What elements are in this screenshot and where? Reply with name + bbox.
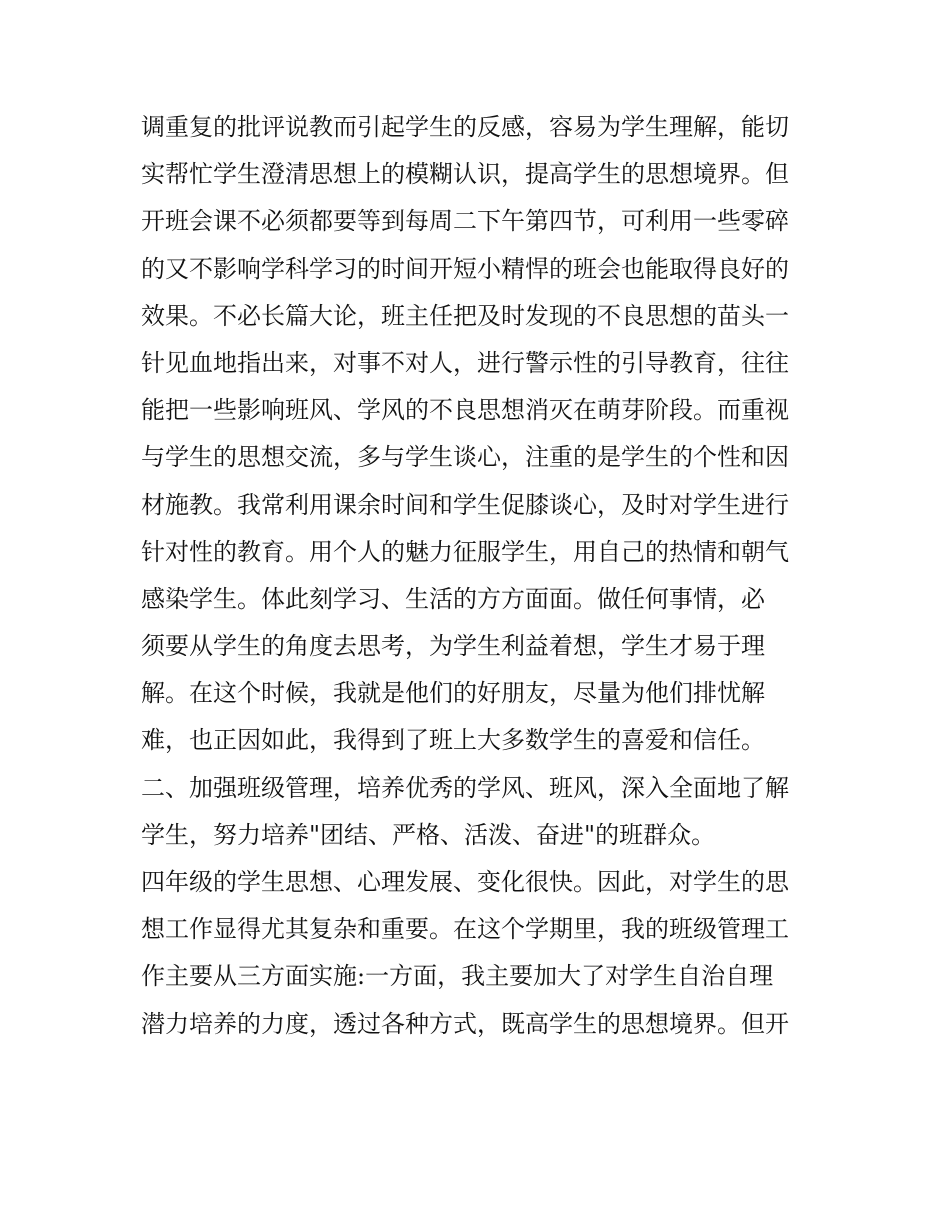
text-line: 难，也正因如此，我得到了班上大多数学生的喜爱和信任。	[141, 726, 765, 755]
text-line: 潜力培养的力度，透过各种方式，既高学生的思想境界。但开	[141, 1009, 789, 1038]
text-line: 感染学生。体此刻学习、生活的方方面面。做任何事情，必	[141, 584, 765, 613]
text-line: 四年级的学生思想、心理发展、变化很快。因此，对学生的思	[141, 868, 789, 896]
section-heading-line: 学生，努力培养"团结、严格、活泼、奋进"的班群众。	[141, 820, 716, 849]
body-text	[141, 104, 821, 1048]
text-line: 调重复的批评说教而引起学生的反感，容易为学生理解，能切	[141, 113, 789, 141]
text-line: 须要从学生的角度去思考，为学生利益着想，学生才易于理	[141, 632, 765, 661]
text-line: 与学生的思想交流，多与学生谈心，注重的是学生的个性和因	[141, 443, 789, 472]
section-heading-line: 二、加强班级管理，培养优秀的学风、班风，深入全面地了解	[141, 773, 789, 802]
text-line: 作主要从三方面实施:一方面，我主要加大了对学生自治自理	[141, 962, 774, 991]
text-line: 的又不影响学科学习的时间开短小精悍的班会也能取得良好的	[141, 254, 789, 283]
text-line: 针见血地指出来，对事不对人，进行警示性的引导教育，往往	[141, 348, 789, 377]
text-line: 材施教。我常利用课余时间和学生促膝谈心，及时对学生进行	[141, 490, 789, 519]
text-line: 想工作显得尤其复杂和重要。在这个学期里，我的班级管理工	[141, 915, 789, 944]
text-line: 针对性的教育。用个人的魅力征服学生，用自己的热情和朝气	[141, 537, 789, 566]
text-line: 解。在这个时候，我就是他们的好朋友，尽量为他们排忧解	[141, 679, 765, 708]
text-line: 实帮忙学生澄清思想上的模糊认识，提高学生的思想境界。但	[141, 160, 789, 189]
text-line: 效果。不必长篇大论，班主任把及时发现的不良思想的苗头一	[141, 301, 789, 330]
text-line: 开班会课不必须都要等到每周二下午第四节，可利用一些零碎	[141, 207, 789, 236]
text-line: 能把一些影响班风、学风的不良思想消灭在萌芽阶段。而重视	[141, 396, 789, 425]
